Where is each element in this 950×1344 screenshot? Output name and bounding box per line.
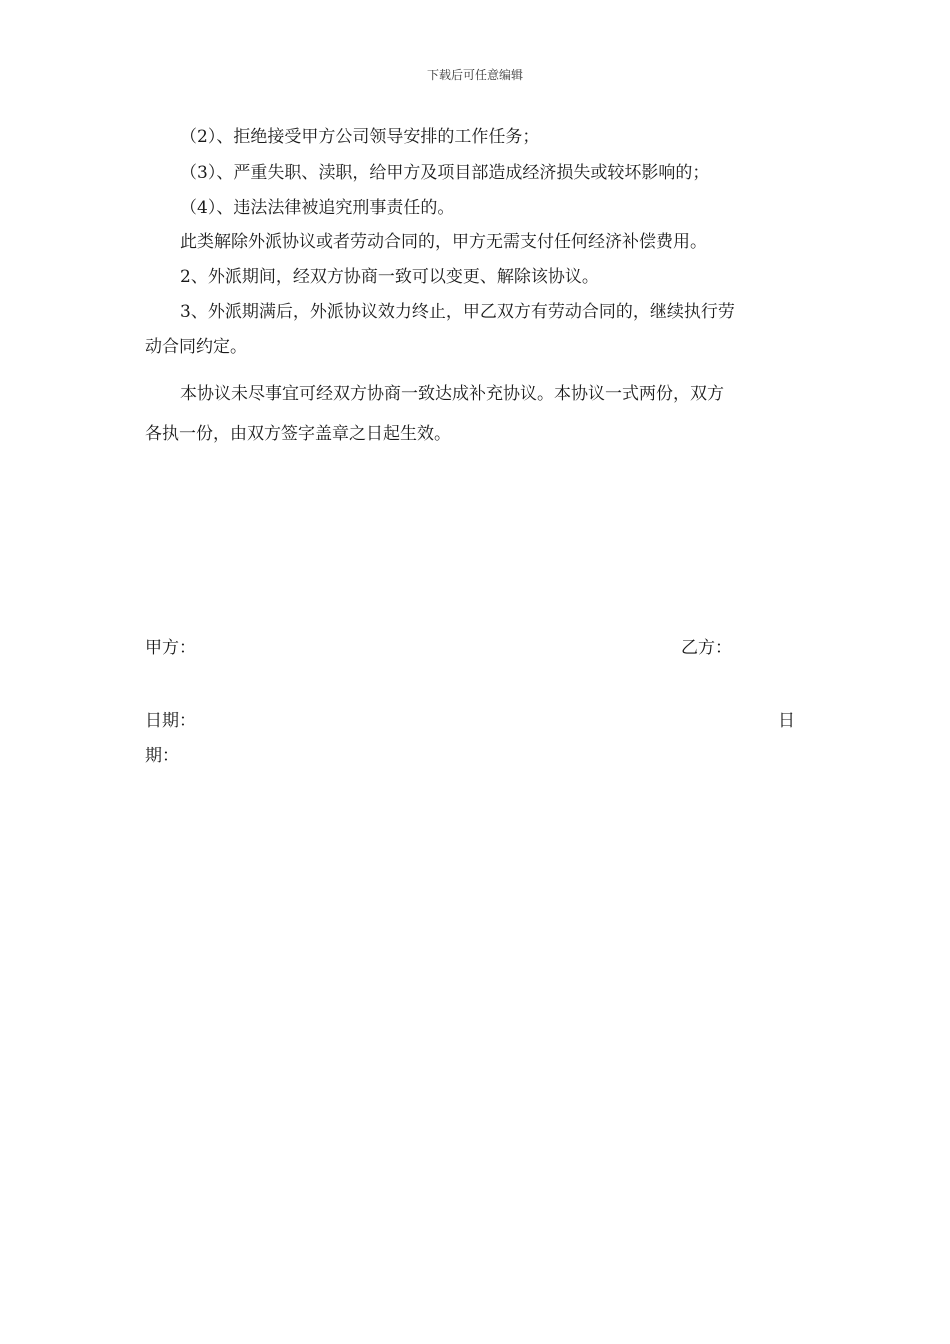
date-b-label-part-1: 日: [778, 711, 795, 731]
clause-item-4: （4）、违法法律被追究刑事责任的。: [180, 198, 455, 218]
date-a-label: 日期：: [145, 711, 196, 731]
clause-item-3: （3）、严重失职、渎职，给甲方及项目部造成经济损失或较坏影响的；: [180, 163, 710, 183]
party-b-label: 乙方：: [681, 638, 732, 658]
closing-paragraph-line-2: 各执一份，由双方签字盖章之日起生效。: [145, 424, 451, 444]
no-compensation-paragraph: 此类解除外派协议或者劳动合同的，甲方无需支付任何经济补偿费用。: [180, 232, 707, 252]
clause-item-2: （2）、拒绝接受甲方公司领导安排的工作任务；: [180, 127, 540, 147]
date-b-label-part-2: 期：: [145, 746, 179, 766]
clause-3-line-2: 动合同约定。: [145, 337, 247, 357]
party-a-label: 甲方：: [145, 638, 196, 658]
clause-3-line-1: 3、外派期满后，外派协议效力终止，甲乙双方有劳动合同的，继续执行劳: [180, 302, 735, 322]
closing-paragraph-line-1: 本协议未尽事宜可经双方协商一致达成补充协议。本协议一式两份，双方: [180, 384, 724, 404]
page-header-note: 下载后可任意编辑: [426, 68, 523, 82]
clause-2: 2、外派期间，经双方协商一致可以变更、解除该协议。: [180, 267, 599, 287]
